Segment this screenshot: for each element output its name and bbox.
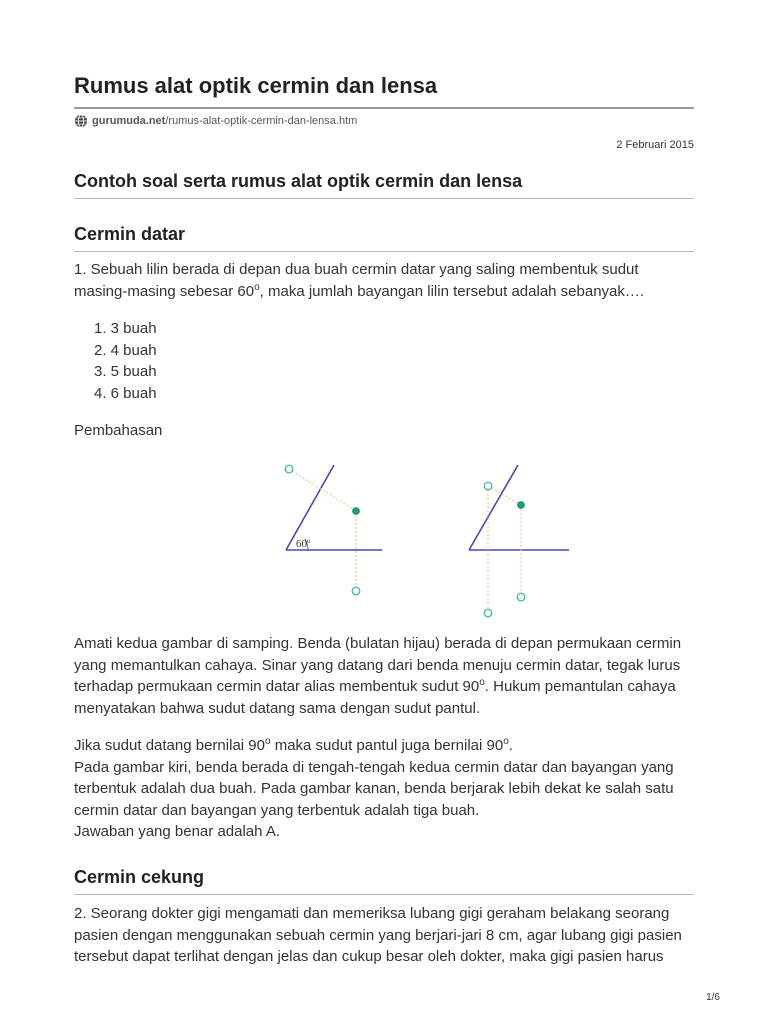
source-link[interactable] (74, 114, 357, 128)
subtitle-divider (74, 198, 694, 199)
page-title: Rumus alat optik cermin dan lensa (74, 73, 438, 98)
globe-icon (74, 114, 88, 128)
section-divider (74, 251, 694, 252)
section-divider (74, 894, 694, 895)
mirror-right-incline (469, 465, 518, 550)
object-dot (518, 502, 525, 509)
image-circle (484, 609, 492, 617)
image-circle (484, 482, 492, 490)
source-path[interactable]: /rumus-alat-optik-cermin-dan-lensa.htm (165, 115, 358, 127)
angle-label: 60$^o$ (296, 537, 311, 550)
question-text: 1. Sebuah lilin berada di depan dua buah cermin datar yang saling membentuk sudut masing-masing sebesar 60$^o$, maka jumlah bayangan lilin tersebut adalah sebanyak…. (74, 261, 645, 300)
section-heading-cermin-datar: Cermin datar (74, 224, 186, 244)
title-divider (74, 107, 694, 109)
image-circle (285, 465, 293, 473)
list-item: 3. 5 buah (94, 363, 157, 380)
source-domain[interactable]: gurumuda.net (92, 115, 166, 127)
object-dot (353, 508, 360, 515)
list-item: 4. 6 buah (94, 384, 157, 402)
question-2-text: 2. Seorang dokter gigi mengamati dan memeriksa lubang gigi geraham belakang seorang pasien dengan menggunakan sebuah cermin yang berjari-jari 8 cm, agar lubang gigi pasien tersebut dapat terlihat dengan jelas dan cukup besar oleh dokter, maka gigi pasien harus (74, 905, 682, 965)
list-item: 2. 4 buah (94, 341, 157, 359)
subtitle-heading: Contoh soal serta rumus alat optik cermin dan lensa (74, 171, 523, 191)
section-heading-cermin-cekung: Cermin cekung (74, 867, 205, 887)
publish-date: 2 Februari 2015 (616, 139, 694, 151)
answer-options (94, 318, 157, 404)
pembahasan-label: Pembahasan (74, 422, 163, 439)
list-item: 1. 3 buah (94, 320, 157, 337)
ray (289, 469, 356, 511)
page-number: 1/6 (706, 992, 720, 1003)
image-circle (352, 587, 360, 595)
mirror-diagram (274, 455, 584, 625)
explanation-paragraph-1: Amati kedua gambar di samping. Benda (bulatan hijau) berada di depan permukaan cermin yang memantulkan cahaya. Sinar yang datang dari benda menuju cermin datar, tegak lurus terhadap permukaan cermin datar alias membentuk sudut 90$^o$. Hukum pemantulan cahaya menyatakan bahwa sudut datang sama dengan sudut pantul. (74, 635, 682, 717)
explanation-paragraph-2: Jika sudut datang bernilai 90$^o$ maka sudut pantul juga bernilai 90$^o$. Pada gambar kiri, benda berada di tengah-tengah kedua cermin datar dan bayangan yang terbentuk adalah dua buah. Pada gambar kanan, benda berjarak lebih dekat ke salah satu cermin datar dan bayangan yang terbentuk adalah tiga buah. Jawaban yang benar adalah A. (74, 736, 674, 840)
image-circle (517, 593, 525, 601)
